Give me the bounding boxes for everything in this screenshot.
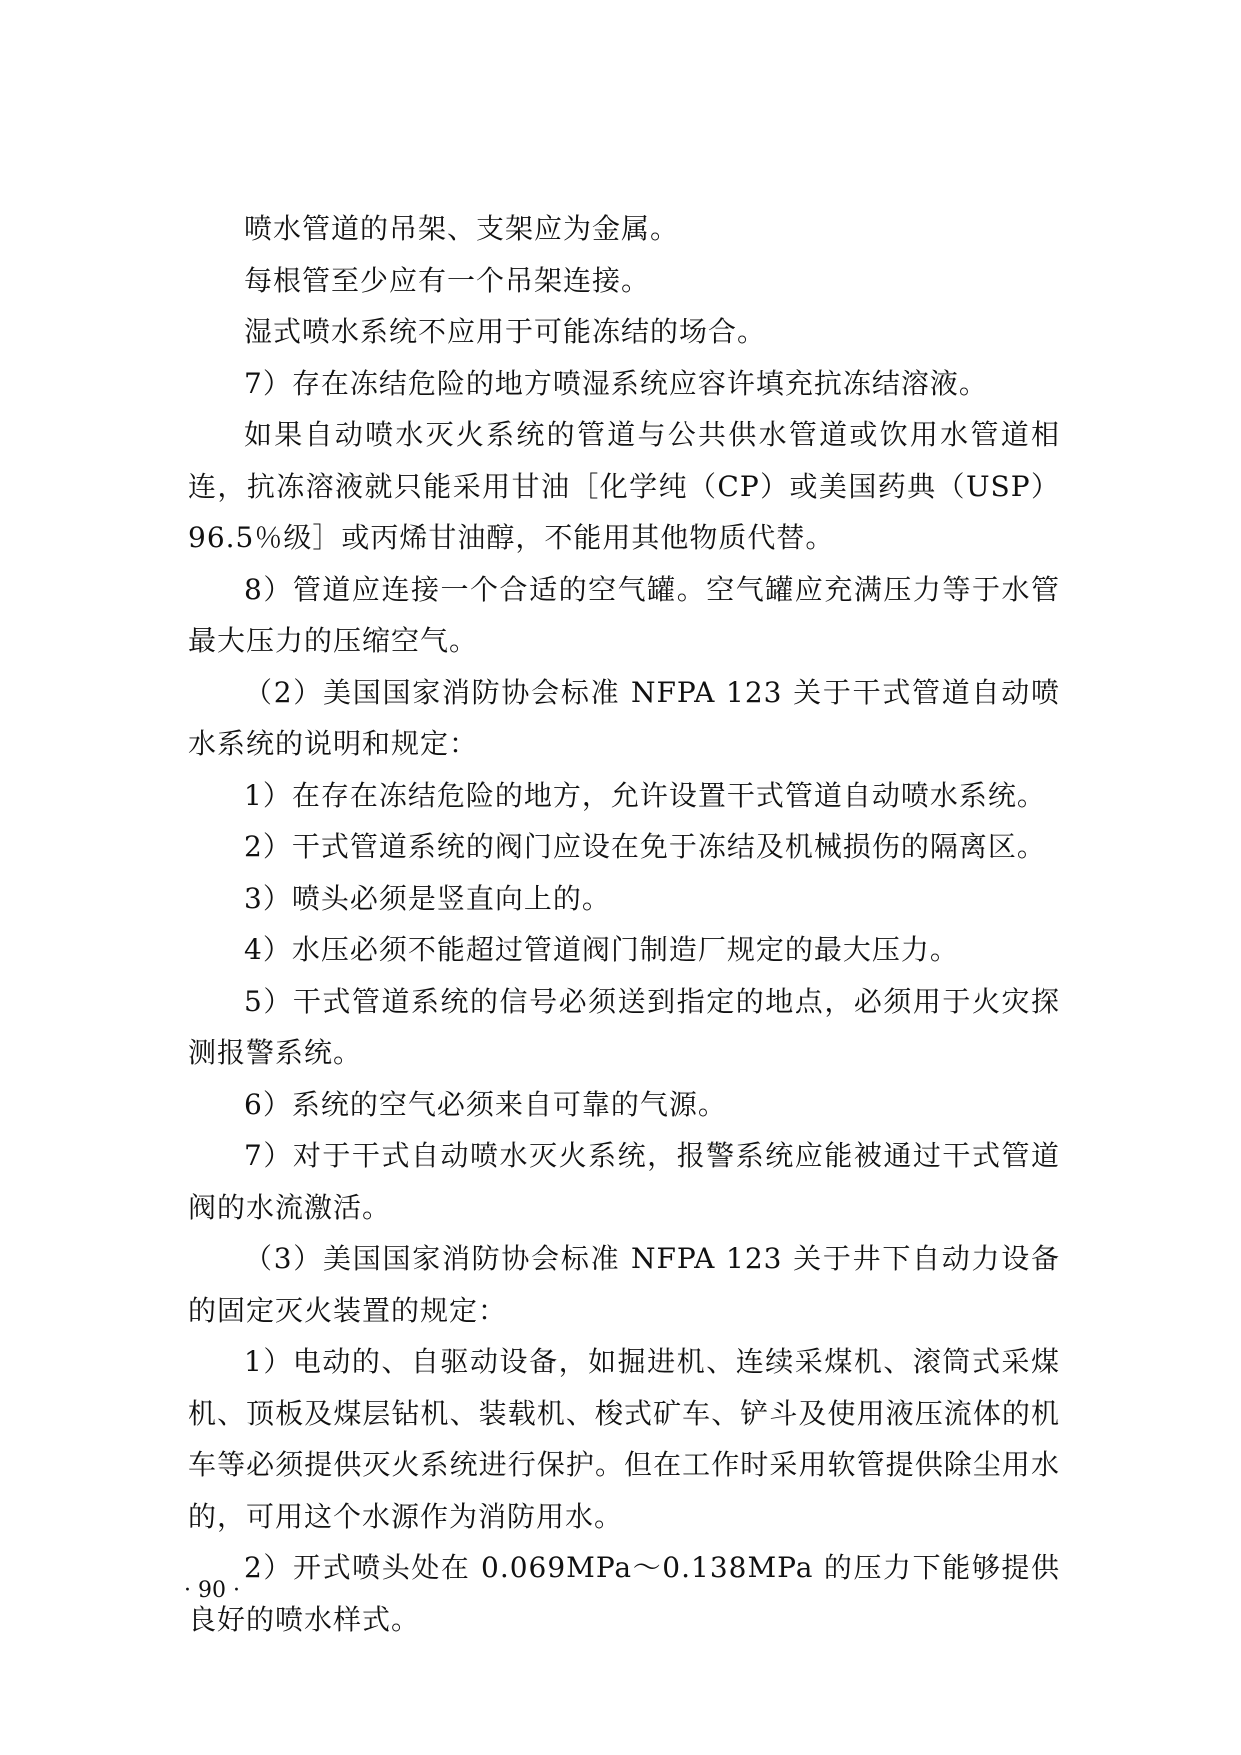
paragraph-3: 湿式喷水系统不应用于可能冻结的场合。: [244, 315, 767, 348]
paragraph-11: 4）水压必须不能超过管道阀门制造厂规定的最大压力。: [244, 933, 959, 966]
paragraph-2: 每根管至少应有一个吊架连接。: [244, 263, 651, 297]
paragraph-17: 2）开式喷头处在 0.069MPa～0.138MPa 的压力下能够提供良好的喷水样式。: [188, 1551, 1060, 1636]
paragraph-6: 8）管道应连接一个合适的空气罐。空气罐应充满压力等于水管最大压力的压缩空气。: [188, 572, 1060, 657]
paragraph-14: 7）对于干式自动喷水灭火系统，报警系统应能被通过干式管道阀的水流激活。: [188, 1139, 1060, 1224]
paragraph-13: 6）系统的空气必须来自可靠的气源。: [244, 1087, 727, 1121]
paragraph-16: 1）电动的、自驱动设备，如掘进机、连续采煤机、滚筒式采煤机、顶板及煤层钻机、装载机、梭式矿车、铲斗及使用液压流体的机车等必须提供灭火系统进行保护。但在工作时采用软管提供除尘用水的，可用这个水源作为消防用水。: [188, 1345, 1060, 1533]
page-number: · 90 ·: [184, 1578, 240, 1603]
paragraph-15: （3）美国国家消防协会标准 NFPA 123 关于井下自动力设备的固定灭火装置的规定：: [188, 1242, 1060, 1327]
paragraph-1: 喷水管道的吊架、支架应为金属。: [244, 212, 680, 245]
paragraph-4: 7）存在冻结危险的地方喷湿系统应容许填充抗冻结溶液。: [244, 366, 988, 400]
paragraph-12: 5）干式管道系统的信号必须送到指定的地点，必须用于火灾探测报警系统。: [188, 984, 1060, 1069]
paragraph-9: 2）干式管道系统的阀门应设在免于冻结及机械损伤的隔离区。: [244, 830, 1046, 863]
body-text: [188, 203, 1060, 1645]
paragraph-7: （2）美国国家消防协会标准 NFPA 123 关于干式管道自动喷水系统的说明和规定：: [188, 675, 1060, 760]
paragraph-10: 3）喷头必须是竖直向上的。: [244, 881, 611, 915]
paragraph-8: 1）在存在冻结危险的地方，允许设置干式管道自动喷水系统。: [244, 778, 1046, 812]
paragraph-5: 如果自动喷水灭火系统的管道与公共供水管道或饮用水管道相连，抗冻溶液就只能采用甘油［化学纯（CP）或美国药典（USP）96.5％级］或丙烯甘油醇，不能用其他物质代替。: [188, 418, 1060, 554]
